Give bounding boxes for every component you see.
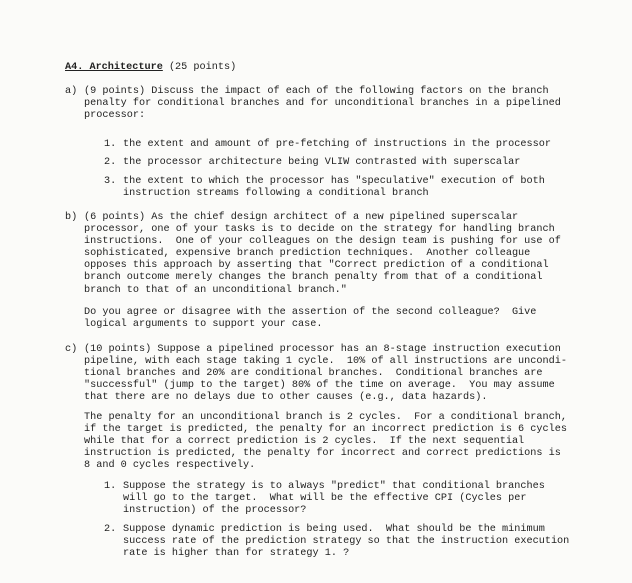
part-b-label: b) xyxy=(65,212,78,223)
part-c-item-1-number: 1. xyxy=(104,481,117,492)
part-c-paragraph-1: (10 points) Suppose a pipelined processor has an 8-stage instruction execution pipeline, with each stage taking 1 cycle. 10% of all instructions are uncondi- tional branches and 20% are conditional branches. Conditional branches are "successful" (jump to the target) 80% of the time on average. You may assume that there are no delays due to other causes (e.g., data hazards). xyxy=(84,344,567,404)
part-a-item-3-number: 3. xyxy=(104,176,117,187)
section-heading: A4. Architecture xyxy=(65,62,163,73)
part-a-intro: (9 points) Discuss the impact of each of the following factors on the branch penalty for conditional branches and for unconditional branches in a pipelined processor: xyxy=(84,86,561,122)
part-c-item-2-number: 2. xyxy=(104,524,117,535)
part-c-item-1-text: Suppose the strategy is to always "predict" that conditional branches will go to the target. What will be the effective CPI (Cycles per instruction) of the processor? xyxy=(123,481,545,517)
part-a-item-1-number: 1. xyxy=(104,139,117,150)
part-a-item-1-text: the extent and amount of pre-fetching of instructions in the processor xyxy=(123,139,551,150)
part-a-label: a) xyxy=(65,86,78,97)
part-a-item-2-text: the processor architecture being VLIW contrasted with superscalar xyxy=(123,157,521,168)
part-c-paragraph-2: The penalty for an unconditional branch is 2 cycles. For a conditional branch, if the target is predicted, the penalty for an incorrect prediction is 6 cycles while that for a correct prediction is 2 cycles. If the next sequential instruction is predicted, the penalty for incorrect and correct predictions is 8 and 0 cycles respectively. xyxy=(84,412,567,472)
part-a-item-2-number: 2. xyxy=(104,157,117,168)
section-title xyxy=(65,62,236,74)
part-c-label: c) xyxy=(65,344,78,355)
section-points: (25 points) xyxy=(162,62,237,73)
part-b-paragraph-1: (6 points) As the chief design architect of a new pipelined superscalar processor, one of your tasks is to decide on the strategy for handling branch instructions. One of your colleagues on the design team is pushing for use of sophisticated, expensive branch prediction techniques. Another colleague opposes this approach by asserting that "Correct prediction of a conditional branch outcome merely changes the branch penalty from that of a conditional branch to that of an unconditional branch." xyxy=(84,212,561,296)
part-b-paragraph-2: Do you agree or disagree with the assertion of the second colleague? Give logical arguments to support your case. xyxy=(84,307,537,331)
part-a-item-3-text: the extent to which the processor has "speculative" execution of both instruction streams following a conditional branch xyxy=(123,176,545,200)
part-c-item-2-text: Suppose dynamic prediction is being used. What should be the minimum success rate of the prediction strategy so that the instruction execution rate is higher than for strategy 1. ? xyxy=(123,524,570,560)
